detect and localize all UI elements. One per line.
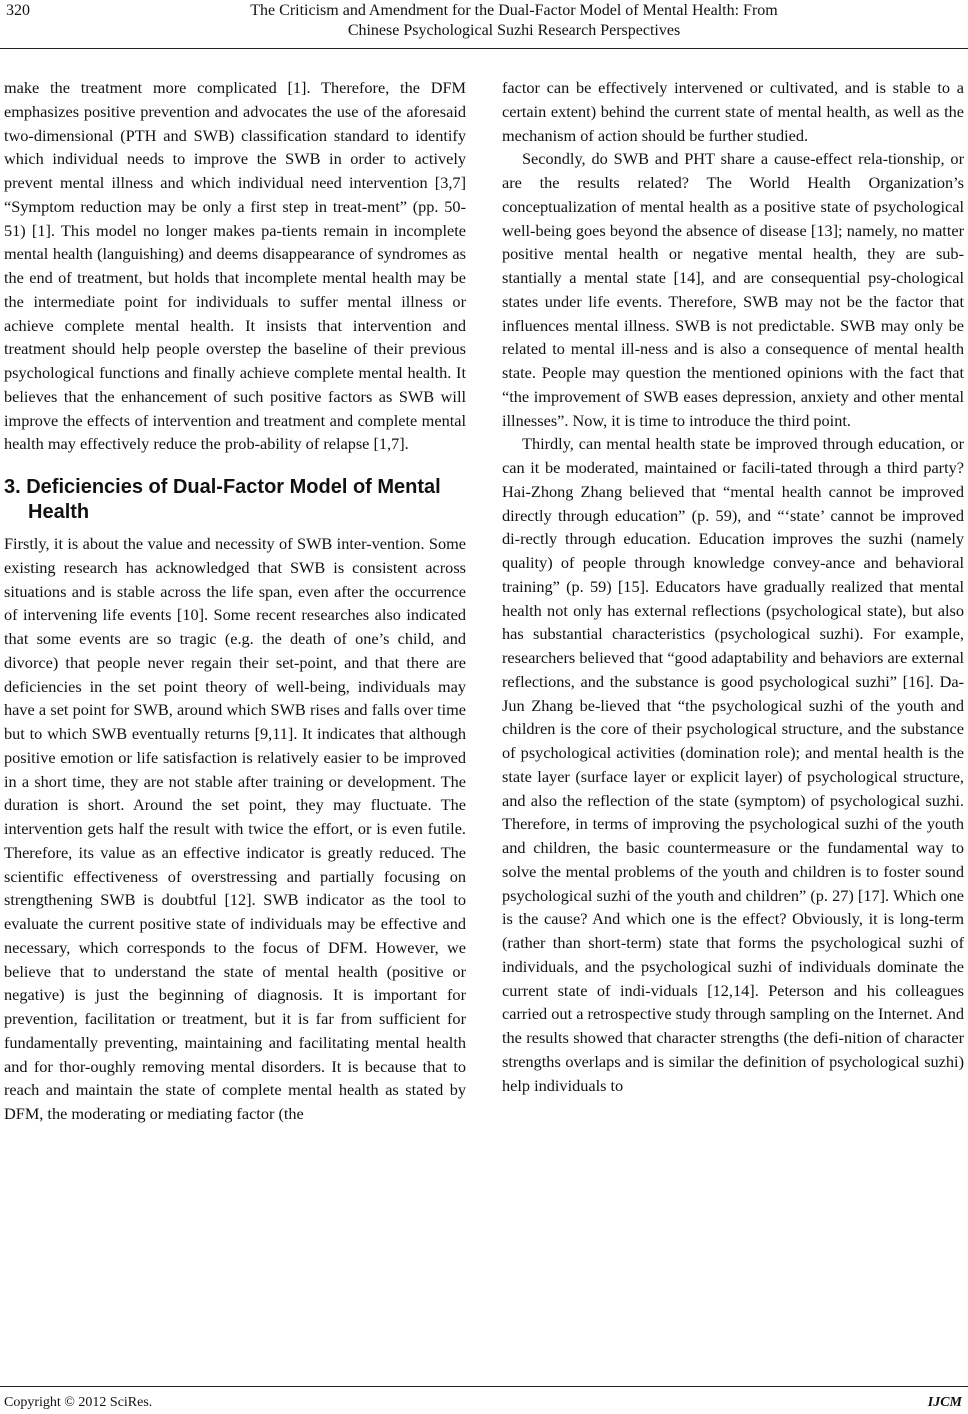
journal-abbreviation: IJCM bbox=[927, 1395, 962, 1410]
copyright-notice: Copyright © 2012 SciRes. bbox=[4, 1395, 153, 1410]
paragraph: Firstly, it is about the value and necessity of SWB inter-vention. Some existing research has acknowledged that SWB is consistent across situations and is stable across the life span, even after the occurrence of intervening life events [10]. Some recent researches also indicated that some events are so tragic (e.g. the death of one’s child, and divorce) that people never regain their set-point, and that there are deficiencies in the set point theory of well-being, individuals may have a set point for SWB, around which SWB rises and falls over time but to which SWB eventually returns [9,11]. It indicates that although positive emotion or life satisfaction is relatively easier to be improved in a short time, they are not stable after training or development. The duration is short. Around the set point, they may fluctuate. The intervention gets half the result with twice the effort, or is even futile. Therefore, its value as an effective indicator is greatly reduced. The scientific effectiveness of overstressing and partially focusing on strengthening SWB is doubtful [12]. SWB indicator as the tool to evaluate the current positive state of individuals may be effective and necessary, which corresponds to the focus of DFM. However, we believe that to understand the state of mental health (positive or negative) is just the beginning of diagnosis. It is important for prevention, facilitation or treatment, but it is far from sufficient for fundamentally preventing, maintaining and facilitating mental health and for thor-oughly removing mental disorders. It is because that to reach and maintain the state of complete mental health as stated by DFM, the moderating or mediating factor (the bbox=[4, 534, 466, 1123]
left-column bbox=[4, 76, 466, 1126]
paragraph: factor can be effectively intervened or cultivated, and is stable to a certain extent) behind the current state of mental health, as well as the mechanism of action should be further studied. bbox=[502, 78, 964, 145]
section-heading: 3. Deficiencies of Dual-Factor Model of Mental Health bbox=[4, 476, 441, 523]
paragraph: Thirdly, can mental health state be improved through education, or can it be moderated, maintained or facili-tated through a third party? Hai-Zhong Zhang believed that “mental health cannot be improved directly through education” (p. 59), and “‘state’ cannot be improved di-rectly through education. Education improves the suzhi (namely quality) of people through knowledge convey-ance and behavioral training” (p. 59) [15]. Educators have gradually realized that mental health not only has external reflections (psychological state), but also has substantial characteristics (psychological suzhi). For example, researchers believed that “good adaptability and behaviors are external reflections, and the substance is good psychological suzhi” [16]. Da-Jun Zhang be-lieved that “the psychological suzhi of the youth and children is the core of their psychological structure, and the substance of psychological activities (domination role); and mental health is the state layer (surface layer or explicit layer) of psychological structure, and also the reflection of the state (symptom) of psychological suzhi. Therefore, in terms of improving the psychological suzhi of the youth and children, the basic countermeasure or the fundamental way to solve the mental problems of the youth and children is to foster sound psychological suzhi of the youth and children” (p. 27) [17]. Which one is the cause? And which one is the effect? Obviously, it is long-term (rather than short-term) state that forms the psychological suzhi of individuals, and the psychological suzhi of individuals dominate the current state of indi-viduals [12,14]. Peterson and his colleagues carried out a retrospective study through sampling on the Internet. And the results showed that character strengths (the defi-nition of character strengths overlaps and is similar the definition of psychological suzhi) help individuals to bbox=[502, 434, 964, 1095]
paragraph: Secondly, do SWB and PHT share a cause-effect rela-tionship, or are the results related? The World Health Organization’s conceptualization of mental health as a positive state of psychological well-being goes beyond the absence of disease [13]; namely, no matter positive mental health or negative mental health, they are sub-stantially a mental state [14], and are consequential psy-chological states under life events. Therefore, SWB may not be the factor that influences mental illness. SWB is not predictable. SWB may only be related to mental ill-ness and is also a consequence of mental health state. People may question the mentioned opinions with the fact that “the improvement of SWB eases depression, anxiety and other mental illnesses”. Now, it is time to introduce the third point. bbox=[502, 149, 964, 430]
page-number: 320 bbox=[6, 2, 30, 19]
right-column bbox=[502, 76, 964, 1097]
page-footer bbox=[0, 1392, 968, 1414]
running-title-line-1: The Criticism and Amendment for the Dual-Factor Model of Mental Health: From bbox=[250, 2, 778, 19]
running-header bbox=[0, 0, 968, 52]
header-rule bbox=[0, 48, 968, 49]
running-title-line-2: Chinese Psychological Suzhi Research Perspectives bbox=[347, 22, 681, 39]
footer-rule bbox=[0, 1386, 968, 1387]
paragraph: make the treatment more complicated [1]. Therefore, the DFM emphasizes positive prevention and advocates the use of the aforesaid two-dimensional (PTH and SWB) classification standard to identify which individual needs to improve the SWB in order to actively prevent mental illness and which individual need intervention [3,7] “Symptom reduction may be only a first step in treat-ment” (pp. 50-51) [1]. This model no longer makes pa-tients remain in incomplete mental health (languishing) and deems disappearance of syndromes as the end of treatment, but holds that incomplete mental health may be the intermediate point for individuals to suffer mental illness or achieve complete mental health. It insists that intervention and treatment should help people overstep the baseline of their previous psychological functions and finally achieve complete mental health. It believes that the enhancement of such positive factors as SWB will improve the effects of intervention and treatment and complete mental health may effectively reduce the prob-ability of relapse [1,7]. bbox=[4, 78, 466, 454]
